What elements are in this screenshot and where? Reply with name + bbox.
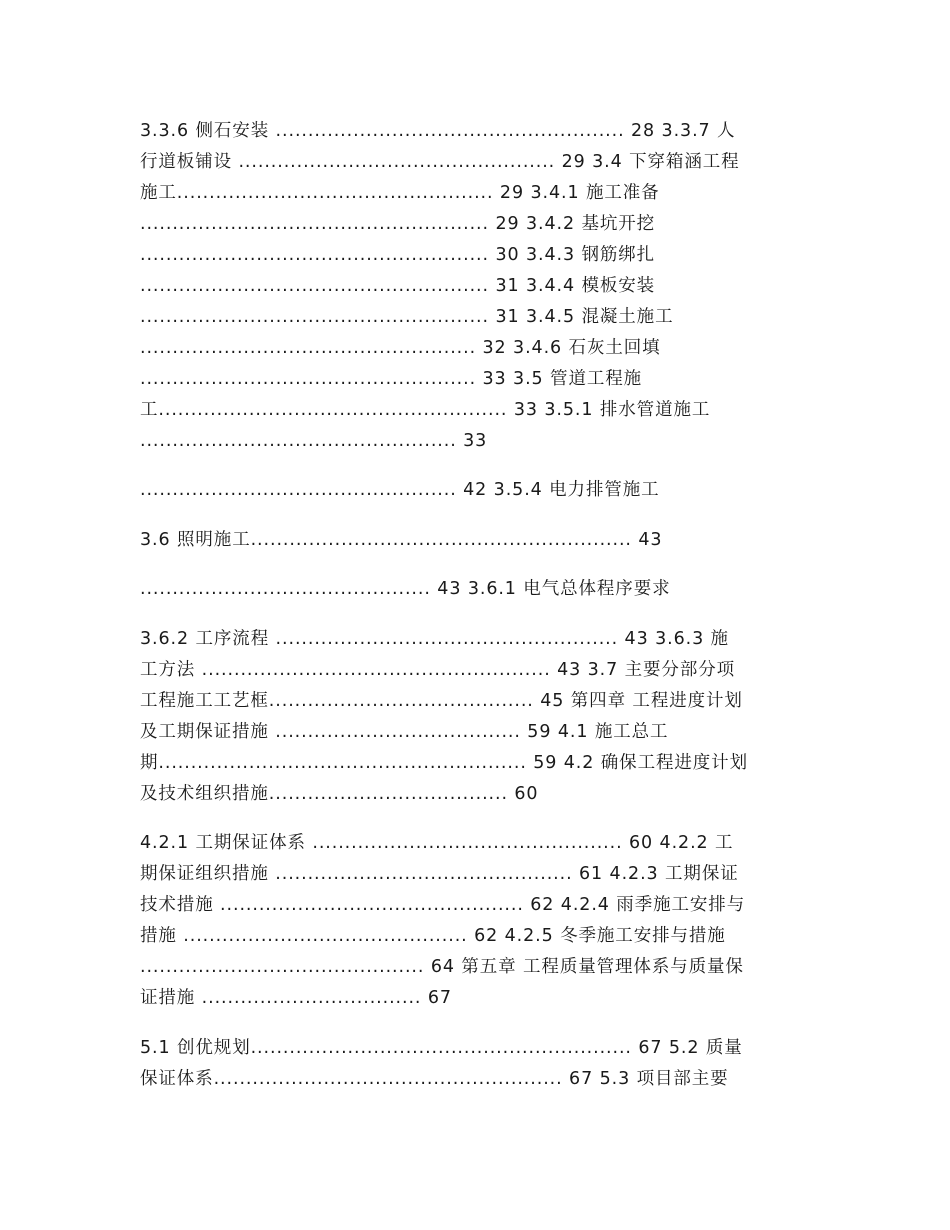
- toc-line: 及工期保证措施 ...................................... 59 4.1 施工总工: [140, 722, 669, 742]
- toc-line: 技术措施 ............................................... 62 4.2.4 雨季施工安排与: [140, 895, 746, 915]
- toc-line: 工程施工工艺框......................................... 45 第四章 工程进度计划: [140, 691, 743, 711]
- toc-line: 5.1 创优规划........................................................... 67 5.2 质量: [140, 1038, 743, 1058]
- toc-line: 及技术组织措施..................................... 60: [140, 784, 539, 804]
- toc-line: ...................................................... 30 3.4.3 钢筋绑扎: [140, 245, 656, 265]
- toc-line: 期保证组织措施 .............................................. 61 4.2.3 工期保证: [140, 864, 739, 884]
- toc-line: 工方法 ...................................................... 43 3.7 主要分部分项: [140, 660, 736, 680]
- toc-line: ................................................. 33: [140, 431, 488, 451]
- toc-line: ................................................. 42 3.5.4 电力排管施工: [140, 480, 660, 500]
- toc-line: 工...................................................... 33 3.5.1 排水管道施工: [140, 400, 711, 420]
- toc-line: .................................................... 33 3.5 管道工程施: [140, 369, 643, 389]
- toc-line: 期......................................................... 59 4.2 确保工程进度计划: [140, 753, 748, 773]
- toc-line: 行道板铺设 ................................................. 29 3.4 下穿箱涵工程: [140, 152, 740, 172]
- toc-line: ...................................................... 31 3.4.5 混凝土施工: [140, 307, 674, 327]
- toc-line: ............................................. 43 3.6.1 电气总体程序要求: [140, 579, 671, 599]
- toc-line: 施工................................................. 29 3.4.1 施工准备: [140, 183, 660, 203]
- toc-line: 3.3.6 侧石安装 ...................................................... 28 3.3.7 人: [140, 121, 736, 141]
- toc-line: ...................................................... 31 3.4.4 模板安装: [140, 276, 656, 296]
- toc-line: 3.6.2 工序流程 ..................................................... 43 3.6.3 施: [140, 629, 729, 649]
- toc-line: 措施 ............................................ 62 4.2.5 冬季施工安排与措施: [140, 926, 726, 946]
- toc-line: 3.6 照明施工........................................................... 43: [140, 530, 663, 550]
- toc-line: ...................................................... 29 3.4.2 基坑开挖: [140, 214, 656, 234]
- toc-line: 4.2.1 工期保证体系 ................................................ 60 4.2.2 工: [140, 833, 734, 853]
- toc-line: 保证体系...................................................... 67 5.3 项目部主要: [140, 1069, 729, 1089]
- toc-line: .................................................... 32 3.4.6 石灰土回填: [140, 338, 661, 358]
- toc-line: ............................................ 64 第五章 工程质量管理体系与质量保: [140, 957, 744, 977]
- toc-line: 证措施 .................................. 67: [140, 988, 452, 1008]
